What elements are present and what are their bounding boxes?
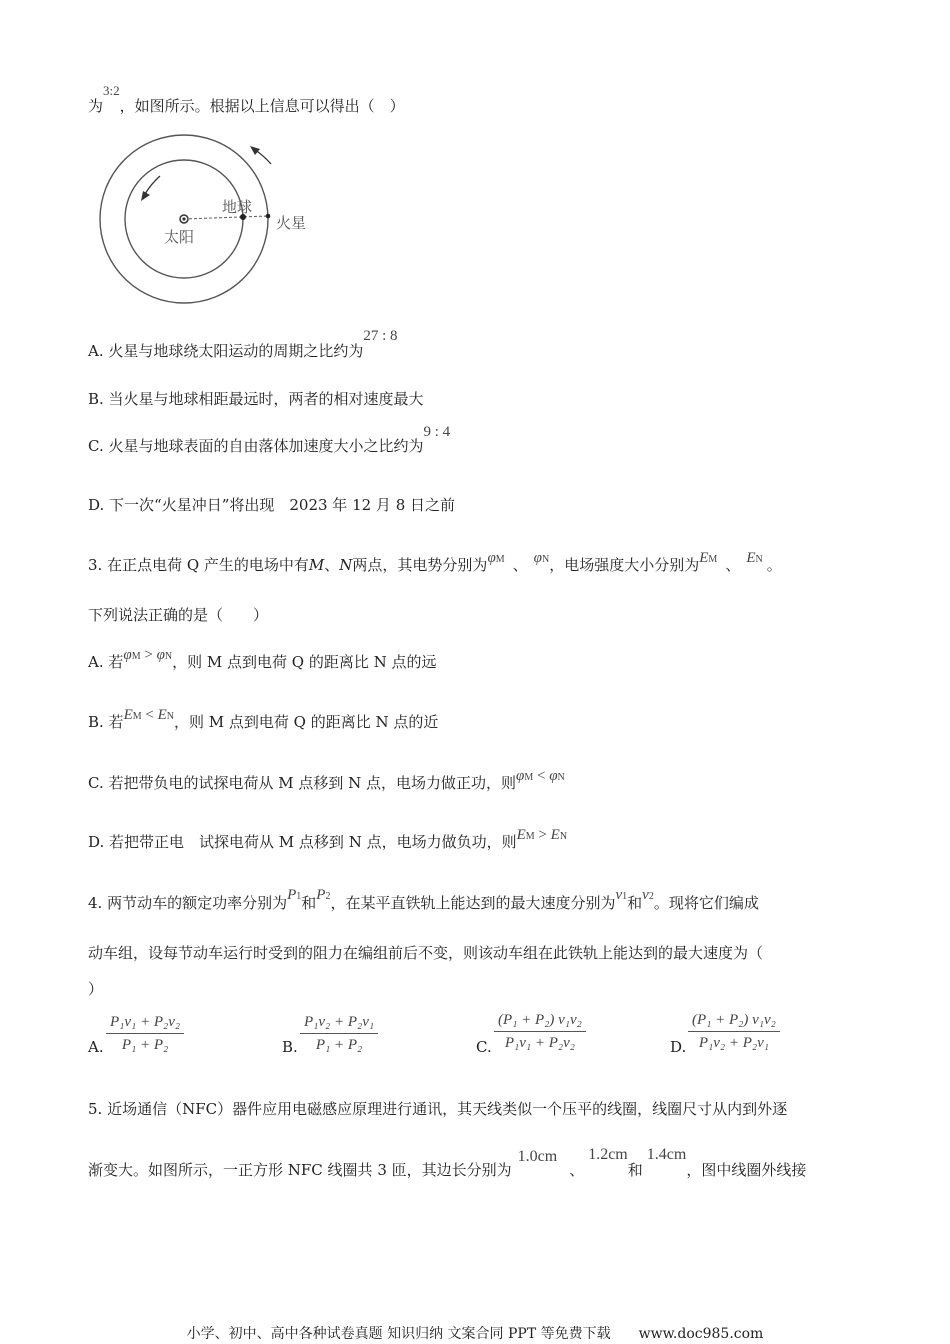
orbit-svg bbox=[96, 140, 307, 325]
option-b[interactable]: B. 当火星与地球相距最远时，两者的相对速度最大 bbox=[88, 390, 424, 408]
footer-text: 小学、初中、高中各种试卷真题 知识归纳 文案合同 PPT 等免费下载 www.doc985.com bbox=[186, 1326, 764, 1342]
q4-option-c-fraction[interactable]: $\frac{\text{(P₁ + P₂) v₁v₂}}{\text{P₁v₁ + P₂v₂}}$ bbox=[494, 1012, 586, 1052]
q4-line3: ） bbox=[88, 980, 104, 998]
q3-line2: 下列说法正确的是（ ） bbox=[88, 606, 269, 624]
q5-line1: 5. 近场通信（NFC）器件应用电磁感应原理进行通讯，其天线类似一个压平的线圈，线圈尺寸从内到外逐 bbox=[88, 1100, 788, 1118]
q4-option-b-fraction[interactable]: $\frac{\text{P₁v₂ + P₂v₁}}{\text{P₁ + P₂}}$ bbox=[300, 1014, 378, 1054]
mars-label: 火星 bbox=[276, 214, 307, 232]
q4-option-c-label[interactable]: C. bbox=[476, 1038, 492, 1056]
q4-option-a-label[interactable]: A. bbox=[88, 1038, 104, 1056]
q3-stem: 3. 在正点电荷 Q 产生的电场中有M、N两点，其电势分别为φM 、 φN，电场强度大小分别为EM 、 EN 。 bbox=[88, 550, 782, 574]
earth-label: 地球 bbox=[222, 198, 253, 216]
alignment-line bbox=[184, 216, 269, 219]
inner-arrow-icon bbox=[145, 176, 160, 194]
ratio-math: 3:2 bbox=[103, 83, 120, 98]
q4-option-d-label[interactable]: D. bbox=[670, 1038, 687, 1056]
q4-stem: 4. 两节动车的额定功率分别为P1和P2，在某平直铁轨上能达到的最大速度分别为v1和v2。现将它们编成 bbox=[88, 887, 759, 912]
orbit-diagram bbox=[96, 140, 307, 329]
q4-option-b-label[interactable]: B. bbox=[282, 1038, 298, 1056]
intro-line: 为3:2，如图所示。根据以上信息可以得出（ ） bbox=[88, 83, 405, 115]
q4-option-d-fraction[interactable]: $\frac{\text{(P₁ + P₂) v₁v₂}}{\text{P₁v₂ + P₂v₁}}$ bbox=[688, 1012, 780, 1052]
sun-label: 太阳 bbox=[164, 228, 195, 246]
option-a[interactable]: A. 火星与地球绕太阳运动的周期之比约为27 : 8 bbox=[88, 328, 398, 360]
q3-option-b[interactable]: B. 若EM < EN，则 M 点到电荷 Q 的距离比 N 点的近 bbox=[88, 707, 439, 731]
q3-option-d[interactable]: D. 若把带正电 试探电荷从 M 点移到 N 点，电场力做负功，则EM > EN bbox=[88, 827, 568, 851]
q3-option-a[interactable]: A. 若φM > φN，则 M 点到电荷 Q 的距离比 N 点的远 bbox=[88, 647, 437, 671]
q5-line2: 渐变大。如图所示，一正方形 NFC 线圈共 3 匝，其边长分别为1.0cm、1.2cm和1.4cm，图中线圈外线接 bbox=[88, 1146, 807, 1179]
option-c[interactable]: C. 火星与地球表面的自由落体加速度大小之比约为9 : 4 bbox=[88, 424, 451, 455]
q4-option-a-fraction[interactable]: $\frac{\text{P₁v₁ + P₂v₂}}{\text{P₁ + P₂}}$ bbox=[106, 1014, 184, 1054]
q4-line2: 动车组，设每节动车运行时受到的阻力在编组前后不变，则该动车组在此铁轨上能达到的最大速度为（ bbox=[88, 944, 764, 962]
option-d[interactable]: D. 下一次“火星冲日”将出现 2023 年 12 月 8 日之前 bbox=[88, 496, 456, 514]
q3-option-c[interactable]: C. 若把带负电的试探电荷从 M 点移到 N 点，电场力做正功，则φM < φN bbox=[88, 768, 565, 792]
mars-marker bbox=[266, 214, 271, 219]
